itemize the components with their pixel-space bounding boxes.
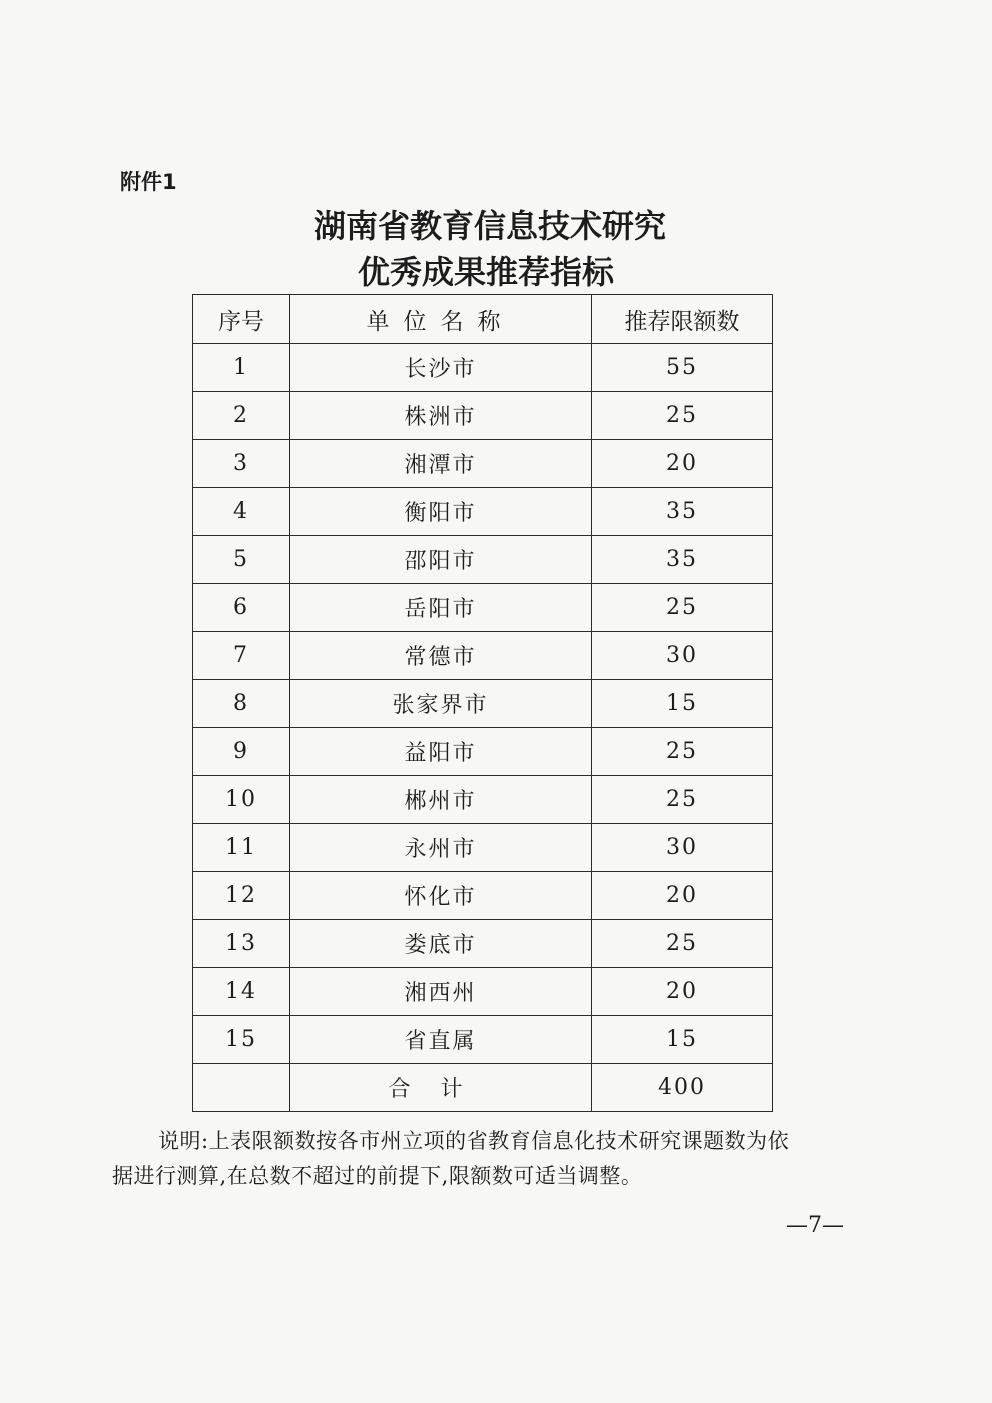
cell-unit-name: 株洲市 [290,392,592,440]
cell-unit-name: 湘西州 [290,968,592,1016]
table-row [193,344,773,392]
cell-quota: 30 [592,824,773,872]
cell-unit-name: 省直属 [290,1016,592,1064]
cell-quota: 25 [592,776,773,824]
cell-quota: 25 [592,584,773,632]
cell-unit-name: 娄底市 [290,920,592,968]
cell-seq: 7 [193,632,290,680]
cell-seq: 2 [193,392,290,440]
cell-unit-name: 邵阳市 [290,536,592,584]
cell-quota: 25 [592,920,773,968]
cell-seq: 15 [193,1016,290,1064]
table-row [193,488,773,536]
cell-unit-name: 岳阳市 [290,584,592,632]
cell-seq: 3 [193,440,290,488]
cell-seq: 13 [193,920,290,968]
cell-seq [193,1064,290,1112]
cell-seq: 12 [193,872,290,920]
note-line-2: 据进行测算,在总数不超过的前提下,限额数可适当调整。 [112,1164,643,1188]
table-row [193,392,773,440]
title-line-2: 优秀成果推荐指标 [357,253,614,291]
table-row [193,584,773,632]
cell-quota: 55 [592,344,773,392]
cell-unit-name: 衡阳市 [290,488,592,536]
quota-table [192,294,773,1112]
cell-quota: 15 [592,680,773,728]
cell-unit-name: 合计 [290,1064,592,1112]
table-row [193,536,773,584]
cell-seq: 1 [193,344,290,392]
cell-quota: 25 [592,728,773,776]
cell-quota: 20 [592,440,773,488]
header-unit-name: 单位名称 [290,295,592,344]
cell-quota: 20 [592,872,773,920]
cell-quota: 30 [592,632,773,680]
cell-unit-name: 怀化市 [290,872,592,920]
table-row [193,824,773,872]
cell-seq: 9 [193,728,290,776]
attachment-label: 附件1 [120,170,177,194]
table-total-row [193,1064,773,1112]
cell-quota: 25 [592,392,773,440]
note [112,1124,852,1194]
table-row [193,872,773,920]
cell-quota: 15 [592,1016,773,1064]
cell-seq: 11 [193,824,290,872]
table-header-row [193,295,773,344]
page-number: —7— [786,1213,844,1238]
table-row [193,632,773,680]
cell-seq: 5 [193,536,290,584]
cell-quota: 20 [592,968,773,1016]
cell-seq: 14 [193,968,290,1016]
table-row [193,440,773,488]
header-quota: 推荐限额数 [592,295,773,344]
table-row [193,968,773,1016]
table-body [193,344,773,1112]
cell-seq: 6 [193,584,290,632]
cell-unit-name: 益阳市 [290,728,592,776]
title-line-1: 湖南省教育信息技术研究 [313,207,666,245]
cell-unit-name: 永州市 [290,824,592,872]
header-seq: 序号 [193,295,290,344]
quota-table-wrapper [192,294,772,1112]
table-row [193,776,773,824]
table-row [193,1016,773,1064]
cell-quota: 35 [592,536,773,584]
cell-seq: 8 [193,680,290,728]
table-row [193,920,773,968]
cell-unit-name: 湘潭市 [290,440,592,488]
cell-unit-name: 张家界市 [290,680,592,728]
cell-unit-name: 常德市 [290,632,592,680]
cell-quota: 400 [592,1064,773,1112]
table-row [193,728,773,776]
cell-seq: 10 [193,776,290,824]
cell-unit-name: 郴州市 [290,776,592,824]
cell-quota: 35 [592,488,773,536]
cell-unit-name: 长沙市 [290,344,592,392]
note-line-1: 说明:上表限额数按各市州立项的省教育信息化技术研究课题数为依 [158,1129,790,1153]
table-row [193,680,773,728]
cell-seq: 4 [193,488,290,536]
